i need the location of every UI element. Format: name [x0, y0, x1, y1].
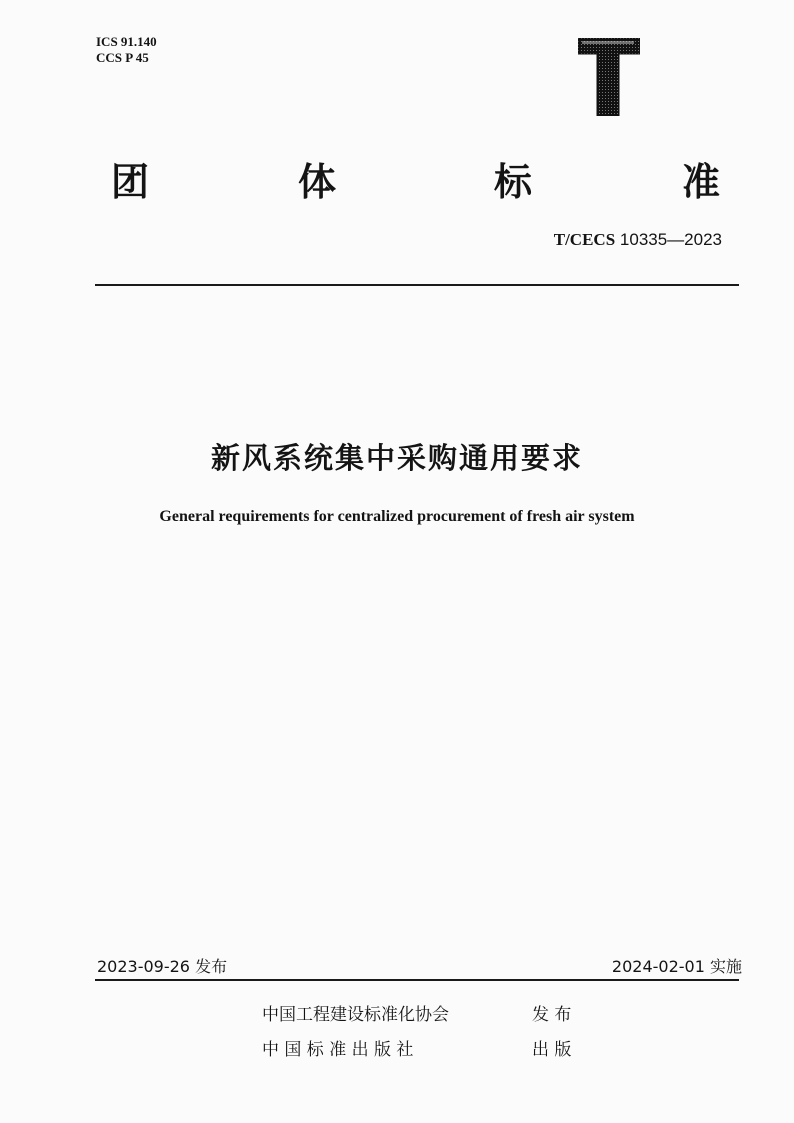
standard-number-value: 10335—2023	[619, 230, 722, 249]
standard-type	[96, 157, 736, 207]
publisher-name: 中国工程建设标准化协会	[262, 1005, 449, 1025]
publisher-role: 发 布	[532, 1005, 572, 1025]
standard-type-char: 准	[682, 160, 721, 204]
issue-date: 2023-09-26 发布	[97, 957, 228, 976]
press-name: 中 国 标 准 出 版 社	[262, 1040, 414, 1060]
top-divider	[95, 284, 739, 286]
standard-type-char: 体	[298, 160, 337, 204]
ics-code: ICS 91.140	[96, 34, 157, 49]
standard-t-mark	[578, 38, 640, 116]
implement-date: 2024-02-01 实施	[611, 957, 742, 976]
standard-type-char: 团	[111, 160, 150, 204]
bottom-divider	[95, 979, 739, 981]
press-role: 出 版	[532, 1040, 572, 1060]
title-english: General requirements for centralized procurement of fresh air system	[159, 508, 635, 525]
standard-number-prefix: T/CECS	[553, 230, 616, 249]
standard-type-char: 标	[494, 160, 533, 204]
standard-number	[554, 230, 722, 250]
title-chinese: 新风系统集中采购通用要求	[210, 441, 583, 475]
ccs-code: CCS P 45	[96, 50, 149, 65]
